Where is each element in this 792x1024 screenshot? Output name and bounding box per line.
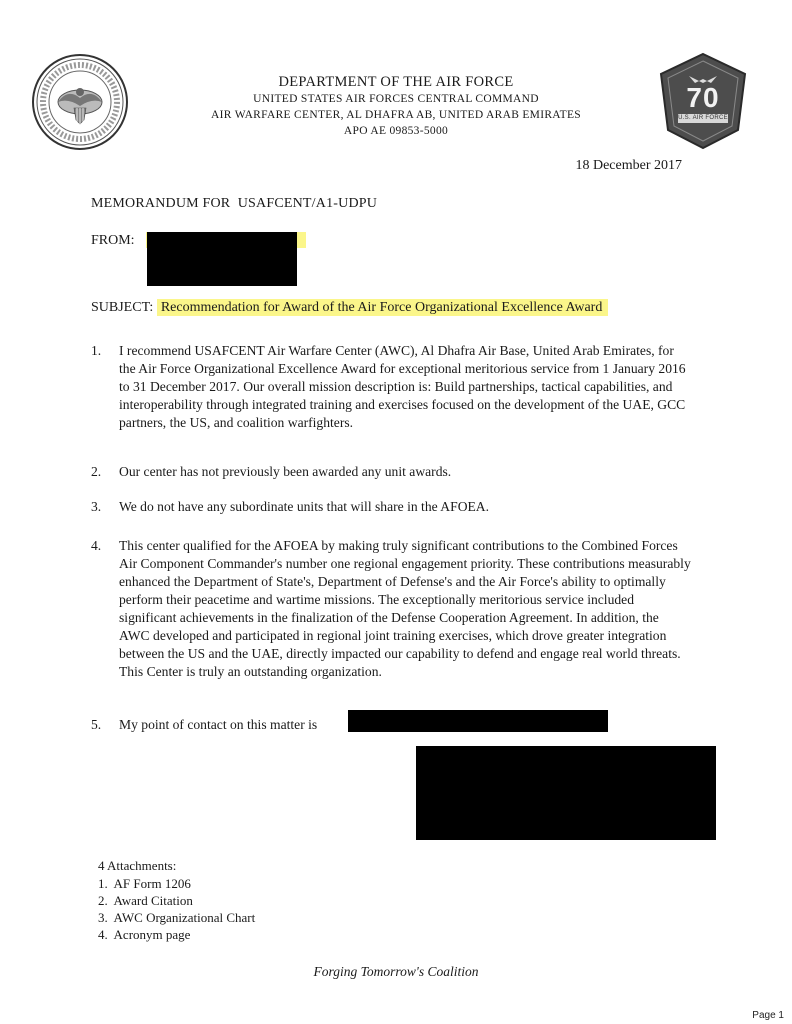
subject-line: [91, 300, 608, 316]
paragraph-text: We do not have any subordinate units that will share in the AFOEA.: [119, 499, 490, 514]
paragraph-3: [91, 498, 691, 516]
paragraph-number: 1.: [91, 343, 102, 358]
subject-text: Recommendation for Award of the Air Force Organizational Excellence Award: [157, 299, 609, 316]
dod-seal: [30, 52, 130, 152]
redacted-point-of-contact: [348, 710, 608, 732]
footer-motto: Forging Tomorrow's Coalition: [313, 964, 479, 979]
paragraph-text: My point of contact on this matter is: [119, 717, 318, 732]
subject-label: SUBJECT:: [91, 300, 154, 315]
paragraph-4: [91, 537, 691, 681]
attachment-item: 4. Acronym page: [98, 927, 191, 942]
usaf-70-emblem: [658, 52, 748, 150]
emblem-number: 70: [686, 82, 720, 113]
memorandum-for: MEMORANDUM FOR USAFCENT/A1-UDPU: [91, 196, 378, 211]
redacted-sender: [147, 232, 297, 286]
attachment-item: 1. AF Form 1206: [98, 876, 191, 891]
paragraph-text: I recommend USAFCENT Air Warfare Center (AWC), Al Dhafra Air Base, United Arab Emirates, for the Air Force Organizational Excellence Award for exceptional meritorious service from 1 January 2016 to 31 December 2017. Our overall mission description is: Build partnerships, tactical capabilities, and interoperability through integrated training and exercises focused on the development of the UAE, GCC partners, the US, and coalition warfighters.: [119, 343, 686, 430]
paragraph-number: 3.: [91, 499, 102, 514]
paragraph-number: 4.: [91, 538, 102, 553]
paragraph-1: [91, 342, 691, 432]
paragraph-number: 2.: [91, 464, 102, 479]
paragraph-text: Our center has not previously been awarded any unit awards.: [119, 464, 452, 479]
dod-seal-icon: [30, 52, 130, 152]
page-number: Page 1: [752, 1010, 784, 1021]
attachments-heading: 4 Attachments:: [98, 858, 177, 873]
letterhead-apo: APO AE 09853-5000: [343, 125, 449, 137]
letterhead-department: DEPARTMENT OF THE AIR FORCE: [278, 74, 514, 90]
emblem-caption: U.S. AIR FORCE: [678, 115, 728, 121]
letterhead-center: AIR WARFARE CENTER, AL DHAFRA AB, UNITED ARAB EMIRATES: [211, 109, 581, 121]
paragraph-text: This center qualified for the AFOEA by making truly significant contributions to the Combined Forces Air Component Commander's number one regional engagement priority. These contributions measurably enhanced the Department of State's, Department of Defense's and the Air Force's ability to optimally perform their peacetime and wartime missions. The exceptionally meritorious service included significant achievements in the finalization of the Defense Cooperation Agreement. In addition, the AWC developed and participated in regional joint training exercises, which drove greater integration between the US and the UAE, directly impacted our capability to defend and engage real world threats. This Center is truly an outstanding organization.: [119, 538, 691, 679]
attachment-item: 3. AWC Organizational Chart: [98, 910, 256, 925]
redacted-signature-block: [416, 746, 716, 840]
attachment-item: 2. Award Citation: [98, 893, 193, 908]
letterhead-command: UNITED STATES AIR FORCES CENTRAL COMMAND: [253, 93, 539, 105]
from-label: FROM:: [91, 233, 135, 248]
paragraph-2: [91, 463, 691, 481]
memo-date: 18 December 2017: [575, 158, 682, 173]
paragraph-number: 5.: [91, 717, 102, 732]
